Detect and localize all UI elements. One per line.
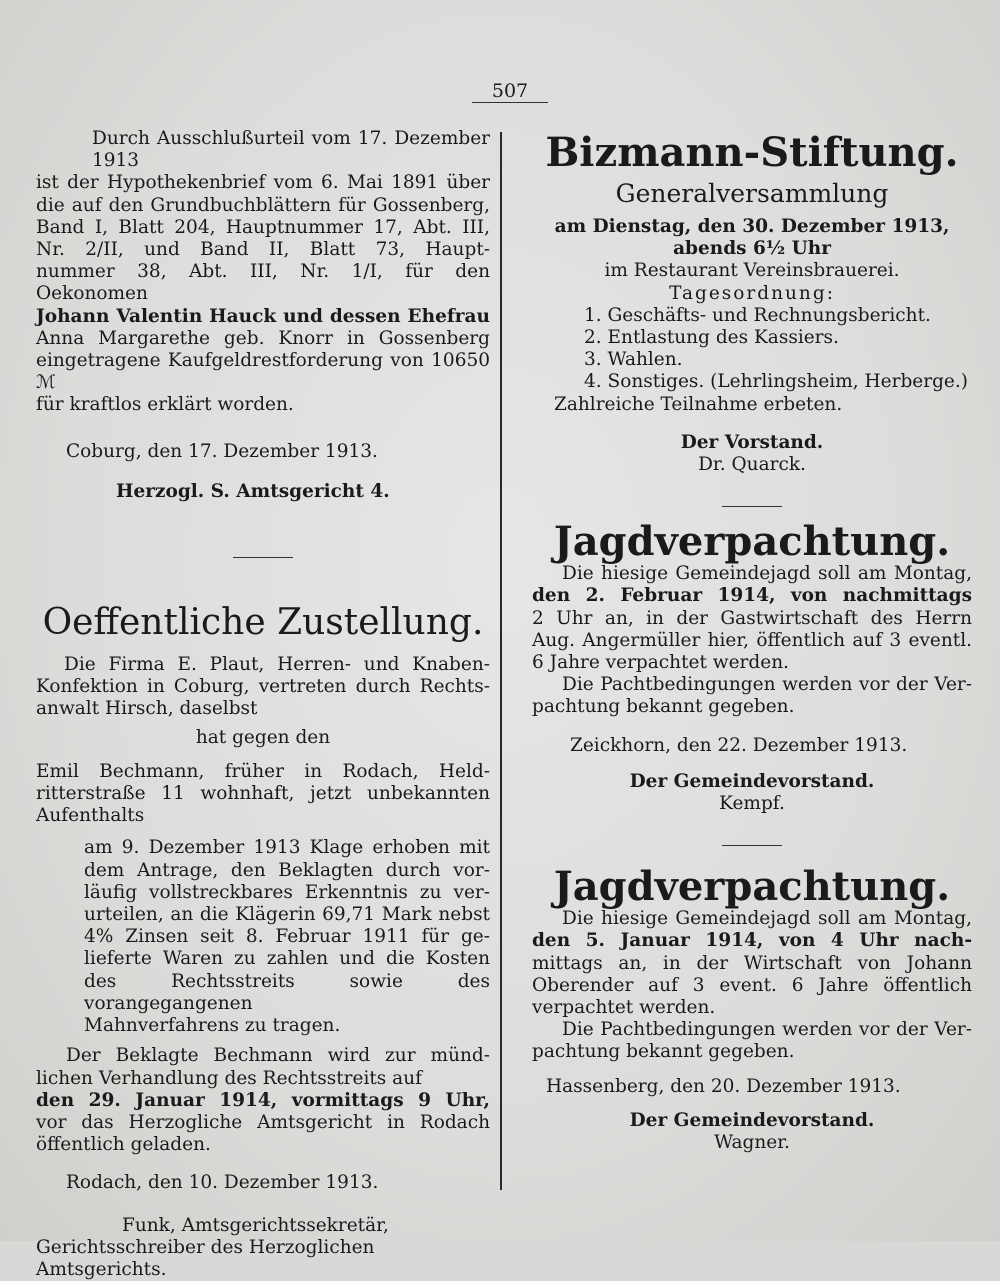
signature: Der Gemeindevorstand. [629,770,875,792]
signature: Der Vorstand. [680,431,824,453]
text-line: läufig vollstreckbares Erkenntnis zu ver- [84,881,490,903]
text-line: Der Beklagte Bechmann wird zur münd- [66,1045,490,1067]
text-line: 2 Uhr an, in der Gastwirtschaft des Herrn [532,607,972,629]
agenda-item: 1. Geschäfts- und Rechnungsbericht. [584,304,931,326]
signature: Wagner. [714,1132,790,1154]
notice-jagd-zeickhorn [532,518,972,815]
text-line: für kraftlos erklärt worden. [36,394,294,416]
notice-hypothekenbrief [36,128,490,503]
place-date: Zeickhorn, den 22. Dezember 1913. [570,734,908,756]
text-line: verpachtet werden. [532,997,716,1019]
text-line: abends 6½ Uhr [673,238,831,260]
text-line: vor das Herzogliche Amtsgericht in Rodach [36,1111,490,1133]
notice-jagd-hassenberg [532,863,972,1154]
text-line: Die Pachtbedingungen werden vor der Ver- [562,1019,972,1041]
text-line: Anna Margarethe geb. Knorr in Gossenberg [36,327,490,349]
text-line: nummer 38, Abt. III, Nr. 1/I, für den Oekonomen [36,261,490,305]
text-line: lichen Verhandlung des Rechtsstreits auf [36,1067,422,1089]
separator-rule [722,845,782,846]
text-line: Band I, Blatt 204, Hauptnummer 17, Abt. III, [36,216,490,238]
text-line: lieferte Waren zu zahlen und die Kosten [84,948,490,970]
separator-rule [722,506,782,507]
section-title: Oeffentliche Zustellung. [42,602,484,644]
text-line: ist der Hypothekenbrief vom 6. Mai 1891 über [36,172,490,194]
page-number-rule [472,102,548,103]
text-line: Oberender auf 3 event. 6 Jahre öffentlich [532,974,972,996]
column-divider [500,132,502,1190]
text-line: die auf den Grundbuchblättern für Gossenberg, [36,194,490,216]
text-line: mittags an, in der Wirtschaft von Johann [532,952,972,974]
text-line: Aug. Angermüller hier, öffentlich auf 3 eventl. [532,629,972,651]
signature: Der Gemeindevorstand. [629,1109,875,1131]
text-line: Emil Bechmann, früher in Rodach, Held- [36,760,490,782]
text-line: Durch Ausschlußurteil vom 17. Dezember 1913 [92,128,490,172]
text-line: den 29. Januar 1914, vormittags 9 Uhr, [36,1089,490,1111]
signature: Kempf. [719,793,785,815]
text-line: 4% Zinsen seit 8. Februar 1911 für ge- [84,926,490,948]
signature: Herzogl. S. Amtsgericht 4. [116,480,390,502]
text-line: urteilen, an die Klägerin 69,71 Mark nebst [84,904,490,926]
text-line: öffentlich geladen. [36,1134,211,1156]
section-title: Bizmann-Stiftung. [545,129,959,176]
agenda-item: 2. Entlastung des Kassiers. [584,327,839,349]
text-line: Konfektion in Coburg, vertreten durch Rechts- [36,676,490,698]
notice-zustellung [36,602,490,1281]
left-column [36,128,490,1281]
section-title: Jagdverpachtung. [553,518,951,566]
text-line: den 5. Januar 1914, von 4 Uhr nach- [532,930,972,952]
separator-rule [233,557,293,558]
text-line: am Dienstag, den 30. Dezember 1913, [554,216,950,237]
text-line: des Rechtsstreits sowie des vorangegangenen [84,970,490,1014]
text-line: im Restaurant Vereinsbrauerei. [604,260,900,282]
agenda-title: Tagesordnung: [669,282,835,304]
section-subtitle: Generalversammlung [615,179,889,208]
place-date: Coburg, den 17. Dezember 1913. [66,440,378,462]
page-number: 507 [491,80,529,102]
agenda-item: 3. Wahlen. [584,349,683,371]
text-line: anwalt Hirsch, daselbst [36,698,258,720]
text-line: Johann Valentin Hauck und dessen Ehefrau [36,305,490,327]
text-line: eingetragene Kaufgeldrestforderung von 10650 ℳ [36,350,490,394]
notice-stiftung [532,129,972,476]
text-line: Aufenthalts [36,805,145,827]
place-date: Rodach, den 10. Dezember 1913. [66,1172,379,1194]
signature: Funk, Amtsgerichtssekretär, [122,1214,389,1236]
right-column [532,128,972,1154]
place-date: Hassenberg, den 20. Dezember 1913. [546,1075,901,1097]
text-line: ritterstraße 11 wohnhaft, jetzt unbekannten [36,783,490,805]
text-line: Zahlreiche Teilnahme erbeten. [554,393,843,415]
text-line: dem Antrage, den Beklagten durch vor- [84,859,490,881]
text-line: Nr. 2/II, und Band II, Blatt 73, Haupt- [36,239,490,261]
signature: Dr. Quarck. [698,454,806,476]
text-line: Die hiesige Gemeindejagd soll am Montag, [562,908,972,930]
text-line: Mahnverfahrens zu tragen. [84,1015,341,1037]
section-title: Jagdverpachtung. [553,863,951,911]
agenda-item: 4. Sonstiges. (Lehrlingsheim, Herberge.) [584,371,968,393]
text-line: Die Pachtbedingungen werden vor der Ver- [562,674,972,696]
text-line: 6 Jahre verpachtet werden. [532,652,789,674]
text-line: den 2. Februar 1914, von nachmittags [532,585,972,607]
text-line: Die hiesige Gemeindejagd soll am Montag, [562,563,972,585]
text-line: am 9. Dezember 1913 Klage erhoben mit [84,837,490,859]
signature: Gerichtsschreiber des Herzoglichen Amtsgerichts. [36,1236,375,1280]
text-line: Die Firma E. Plaut, Herren- und Knaben- [64,654,490,676]
text-line: pachtung bekannt gegeben. [532,1041,795,1063]
text-line: hat gegen den [195,726,331,748]
text-line: pachtung bekannt gegeben. [532,696,795,718]
